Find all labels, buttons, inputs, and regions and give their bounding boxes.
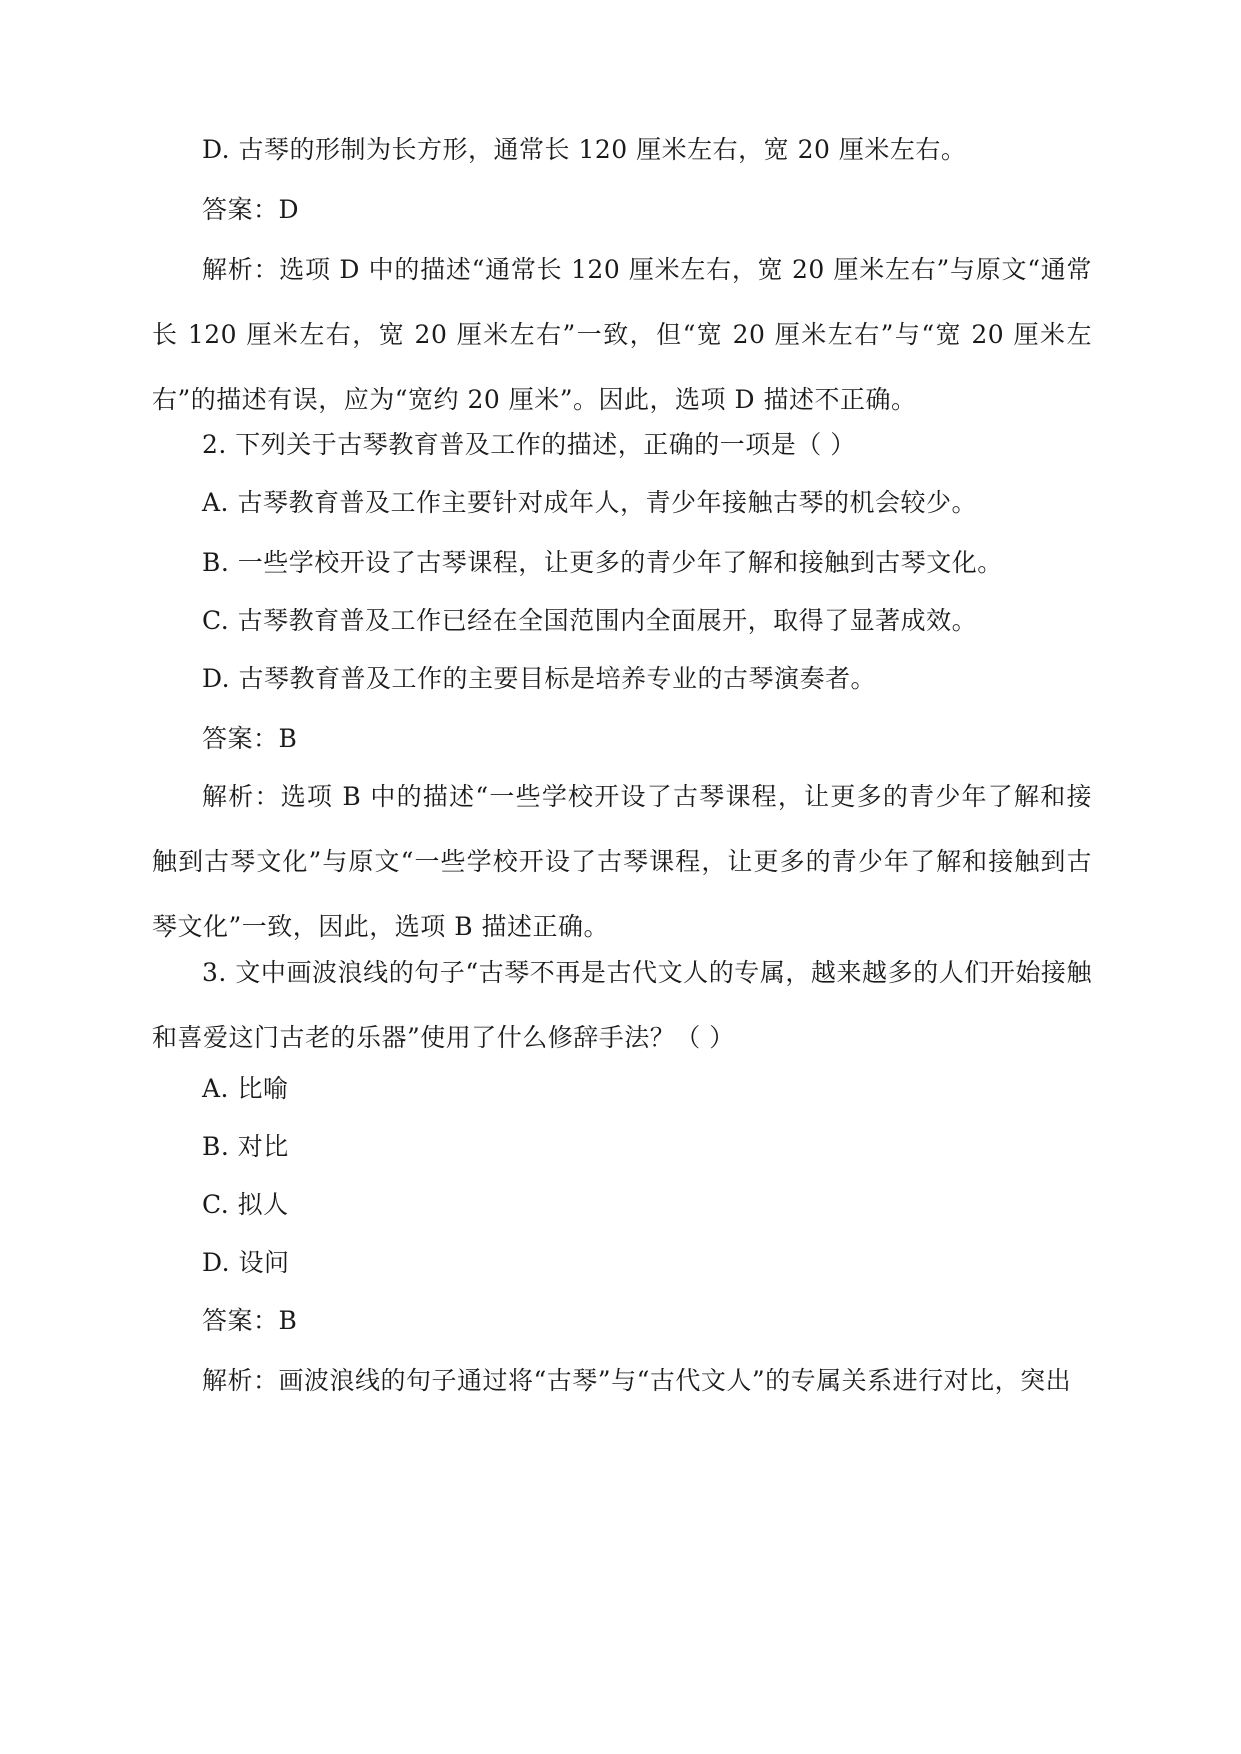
q1-answer: 答案：D — [202, 195, 300, 224]
q3-option-a: A. 比喻 — [202, 1074, 289, 1103]
q3-stem: 3. 文中画波浪线的句子“古琴不再是古代文人的专属，越来越多的人们开始接触和喜爱这门古老的乐器”使用了什么修辞手法？（ ） — [152, 958, 1092, 1052]
q3-analysis: 解析：画波浪线的句子通过将“古琴”与“古代文人”的专属关系进行对比，突出 — [202, 1366, 1072, 1395]
q2-answer: 答案：B — [202, 724, 298, 753]
q2-analysis: 解析：选项 B 中的描述“一些学校开设了古琴课程，让更多的青少年了解和接触到古琴文化”与原文“一些学校开设了古琴课程，让更多的青少年了解和接触到古琴文化”一致，因此，选项 B 描述正确。 — [152, 782, 1092, 941]
q2-stem: 2. 下列关于古琴教育普及工作的描述，正确的一项是（ ） — [202, 430, 856, 459]
q2-option-d: D. 古琴教育普及工作的主要目标是培养专业的古琴演奏者。 — [202, 664, 877, 693]
q2-option-c: C. 古琴教育普及工作已经在全国范围内全面展开，取得了显著成效。 — [202, 606, 978, 635]
q1-option-d: D. 古琴的形制为长方形，通常长 120 厘米左右，宽 20 厘米左右。 — [202, 135, 967, 164]
q3-option-c: C. 拟人 — [202, 1190, 289, 1219]
q3-answer: 答案：B — [202, 1306, 298, 1335]
q2-option-b: B. 一些学校开设了古琴课程，让更多的青少年了解和接触到古琴文化。 — [202, 548, 1003, 577]
q3-option-d: D. 设问 — [202, 1248, 290, 1277]
q3-option-b: B. 对比 — [202, 1132, 289, 1161]
q1-analysis: 解析：选项 D 中的描述“通常长 120 厘米左右，宽 20 厘米左右”与原文“通常长 120 厘米左右，宽 20 厘米左右”一致，但“宽 20 厘米左右”与“宽 20 厘米左右”的描述有误，应为“宽约 20 厘米”。因此，选项 D 描述不正确。 — [152, 255, 1092, 414]
q2-option-a: A. 古琴教育普及工作主要针对成年人，青少年接触古琴的机会较少。 — [202, 488, 977, 517]
